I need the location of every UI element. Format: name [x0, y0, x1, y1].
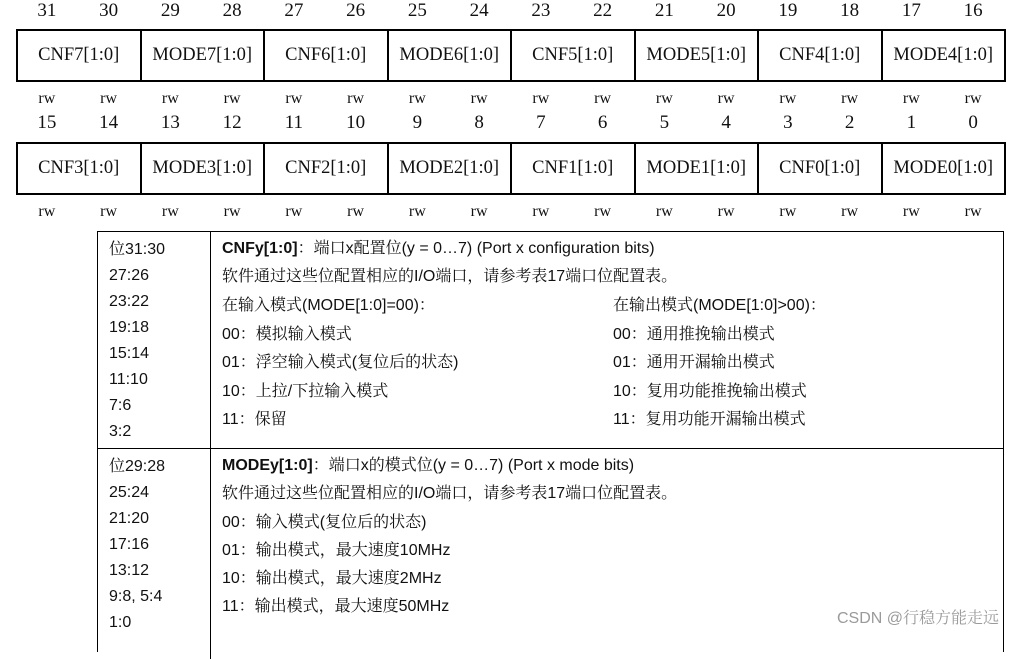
bit-range: 27:26 — [109, 267, 150, 284]
access-type: rw — [902, 90, 920, 107]
access-type: rw — [100, 203, 118, 220]
mode-field-name: MODEy[1:0] — [222, 457, 313, 474]
mode-item: 10：输出模式，最大速度2MHz — [222, 570, 442, 587]
access-type: rw — [161, 203, 179, 220]
bit-range: 15:14 — [109, 345, 150, 362]
bit-number: 26 — [346, 0, 366, 21]
access-type: rw — [779, 203, 797, 220]
cnf-output-item: 11：复用功能开漏输出模式 — [613, 411, 806, 428]
access-type: rw — [408, 90, 426, 107]
access-type: rw — [347, 203, 365, 220]
bit-number: 0 — [968, 112, 978, 133]
cnf-desc: 软件通过这些位配置相应的I/O端口，请参考表17端口位配置表。 — [222, 268, 678, 285]
mode-item: 01：输出模式，最大速度10MHz — [222, 542, 451, 559]
register-fields-high — [16, 29, 1006, 82]
cnf-output-header: 在输出模式(MODE[1:0]>00)： — [613, 297, 826, 314]
bit-numbers-low — [16, 112, 1004, 134]
bit-number: 8 — [474, 112, 484, 133]
access-row-low — [16, 203, 1004, 221]
bit-description-table — [97, 231, 1004, 652]
bit-number: 1 — [906, 112, 917, 133]
access-type: rw — [223, 90, 241, 107]
access-type: rw — [38, 90, 56, 107]
cnf-bit-positions — [98, 232, 211, 448]
bit-number: 22 — [593, 0, 613, 21]
access-type: rw — [964, 203, 982, 220]
access-type: rw — [223, 203, 241, 220]
mode-title — [222, 456, 634, 476]
register-field: CNF2[1:0] — [265, 144, 389, 193]
bit-number: 12 — [222, 112, 242, 133]
access-type: rw — [100, 90, 118, 107]
access-type: rw — [532, 90, 550, 107]
bit-number: 16 — [963, 0, 983, 21]
register-field: CNF4[1:0] — [759, 31, 883, 80]
mode-desc: 软件通过这些位配置相应的I/O端口，请参考表17端口位配置表。 — [222, 485, 678, 502]
bit-number: 24 — [469, 0, 489, 21]
register-field: MODE6[1:0] — [389, 31, 513, 80]
bit-number: 4 — [721, 112, 731, 133]
cnf-input-item: 00：模拟输入模式 — [222, 326, 352, 343]
bit-number: 18 — [840, 0, 860, 21]
register-field: CNF6[1:0] — [265, 31, 389, 80]
bit-number: 20 — [716, 0, 736, 21]
register-field: CNF3[1:0] — [18, 144, 142, 193]
cnf-field-name: CNFy[1:0] — [222, 240, 298, 257]
bit-range: 17:16 — [109, 536, 150, 553]
bit-range: 13:12 — [109, 562, 150, 579]
bit-number: 11 — [284, 112, 304, 133]
bit-number: 19 — [778, 0, 798, 21]
cnf-description-row — [98, 232, 1003, 449]
bit-range: 25:24 — [109, 484, 150, 501]
bit-range: 位29:28 — [109, 458, 166, 475]
watermark-text: CSDN @行稳方能走远 — [836, 610, 999, 627]
bit-number: 21 — [654, 0, 674, 21]
bit-number: 27 — [284, 0, 304, 21]
bit-number: 29 — [160, 0, 180, 21]
register-field: MODE7[1:0] — [142, 31, 266, 80]
bit-number: 17 — [901, 0, 921, 21]
bit-number: 31 — [37, 0, 57, 21]
bit-number: 7 — [536, 112, 546, 133]
register-fields-low — [16, 142, 1006, 195]
access-type: rw — [717, 203, 735, 220]
access-type: rw — [470, 203, 488, 220]
access-type: rw — [532, 203, 550, 220]
register-field: MODE0[1:0] — [893, 158, 994, 178]
cnf-output-item: 01：通用开漏输出模式 — [613, 354, 775, 371]
access-type: rw — [779, 90, 797, 107]
access-type: rw — [38, 203, 56, 220]
bit-number: 6 — [597, 112, 608, 133]
access-type: rw — [655, 203, 673, 220]
mode-item: 11：输出模式，最大速度50MHz — [222, 598, 450, 615]
access-type: rw — [841, 90, 859, 107]
mode-item: 00：输入模式(复位后的状态) — [222, 514, 427, 531]
bit-number: 2 — [844, 112, 855, 133]
access-type: rw — [594, 203, 612, 220]
bit-range: 位31:30 — [109, 241, 166, 258]
bit-range: 11:10 — [109, 371, 148, 388]
bit-range: 1:0 — [109, 614, 132, 631]
bit-range: 19:18 — [109, 319, 150, 336]
access-type: rw — [717, 90, 735, 107]
access-type: rw — [902, 203, 920, 220]
cnf-output-item: 00：通用推挽输出模式 — [613, 326, 775, 343]
access-type: rw — [964, 90, 982, 107]
cnf-input-item: 10：上拉/下拉输入模式 — [222, 383, 389, 400]
access-type: rw — [470, 90, 488, 107]
bit-numbers-high — [16, 0, 1004, 22]
mode-bit-positions — [98, 449, 211, 659]
bit-number: 10 — [346, 112, 366, 133]
bit-range: 21:20 — [109, 510, 150, 527]
cnf-input-item: 11：保留 — [222, 411, 287, 428]
cnf-input-header: 在输入模式(MODE[1:0]=00)： — [222, 297, 435, 314]
register-field: CNF0[1:0] — [759, 144, 883, 193]
bit-range: 3:2 — [109, 423, 132, 440]
bit-number: 5 — [659, 112, 670, 133]
bit-number: 14 — [99, 112, 119, 133]
bit-number: 23 — [531, 0, 551, 21]
register-field: CNF5[1:0] — [512, 31, 636, 80]
access-type: rw — [655, 90, 673, 107]
bit-number: 9 — [412, 112, 423, 133]
cnf-title — [222, 239, 655, 259]
cnf-input-item: 01：浮空输入模式(复位后的状态) — [222, 354, 459, 371]
access-type: rw — [347, 90, 365, 107]
register-field: MODE4[1:0] — [893, 45, 994, 65]
access-type: rw — [285, 203, 303, 220]
register-field: MODE5[1:0] — [636, 31, 760, 80]
register-field: MODE2[1:0] — [389, 144, 513, 193]
access-type: rw — [594, 90, 612, 107]
bit-number: 3 — [783, 112, 793, 133]
mode-field-summary: ：端口x的模式位(y = 0…7) (Port x mode bits) — [312, 457, 635, 474]
bit-number: 30 — [99, 0, 119, 21]
bit-number: 28 — [222, 0, 242, 21]
cnf-output-item: 10：复用功能推挽输出模式 — [613, 383, 807, 400]
access-type: rw — [161, 90, 179, 107]
register-field: CNF7[1:0] — [18, 31, 142, 80]
bit-range: 9:8, 5:4 — [109, 588, 163, 605]
bit-number: 15 — [37, 112, 57, 133]
bit-range: 7:6 — [109, 397, 132, 414]
register-field: MODE1[1:0] — [636, 144, 760, 193]
access-type: rw — [285, 90, 303, 107]
access-type: rw — [841, 203, 859, 220]
bit-number: 13 — [160, 112, 180, 133]
register-field: MODE3[1:0] — [142, 144, 266, 193]
bit-range: 23:22 — [109, 293, 150, 310]
access-type: rw — [408, 203, 426, 220]
access-row-high — [16, 90, 1004, 108]
bit-number: 25 — [407, 0, 427, 21]
register-field: CNF1[1:0] — [512, 144, 636, 193]
cnf-field-summary: ：端口x配置位(y = 0…7) (Port x configuration bits) — [297, 240, 655, 257]
